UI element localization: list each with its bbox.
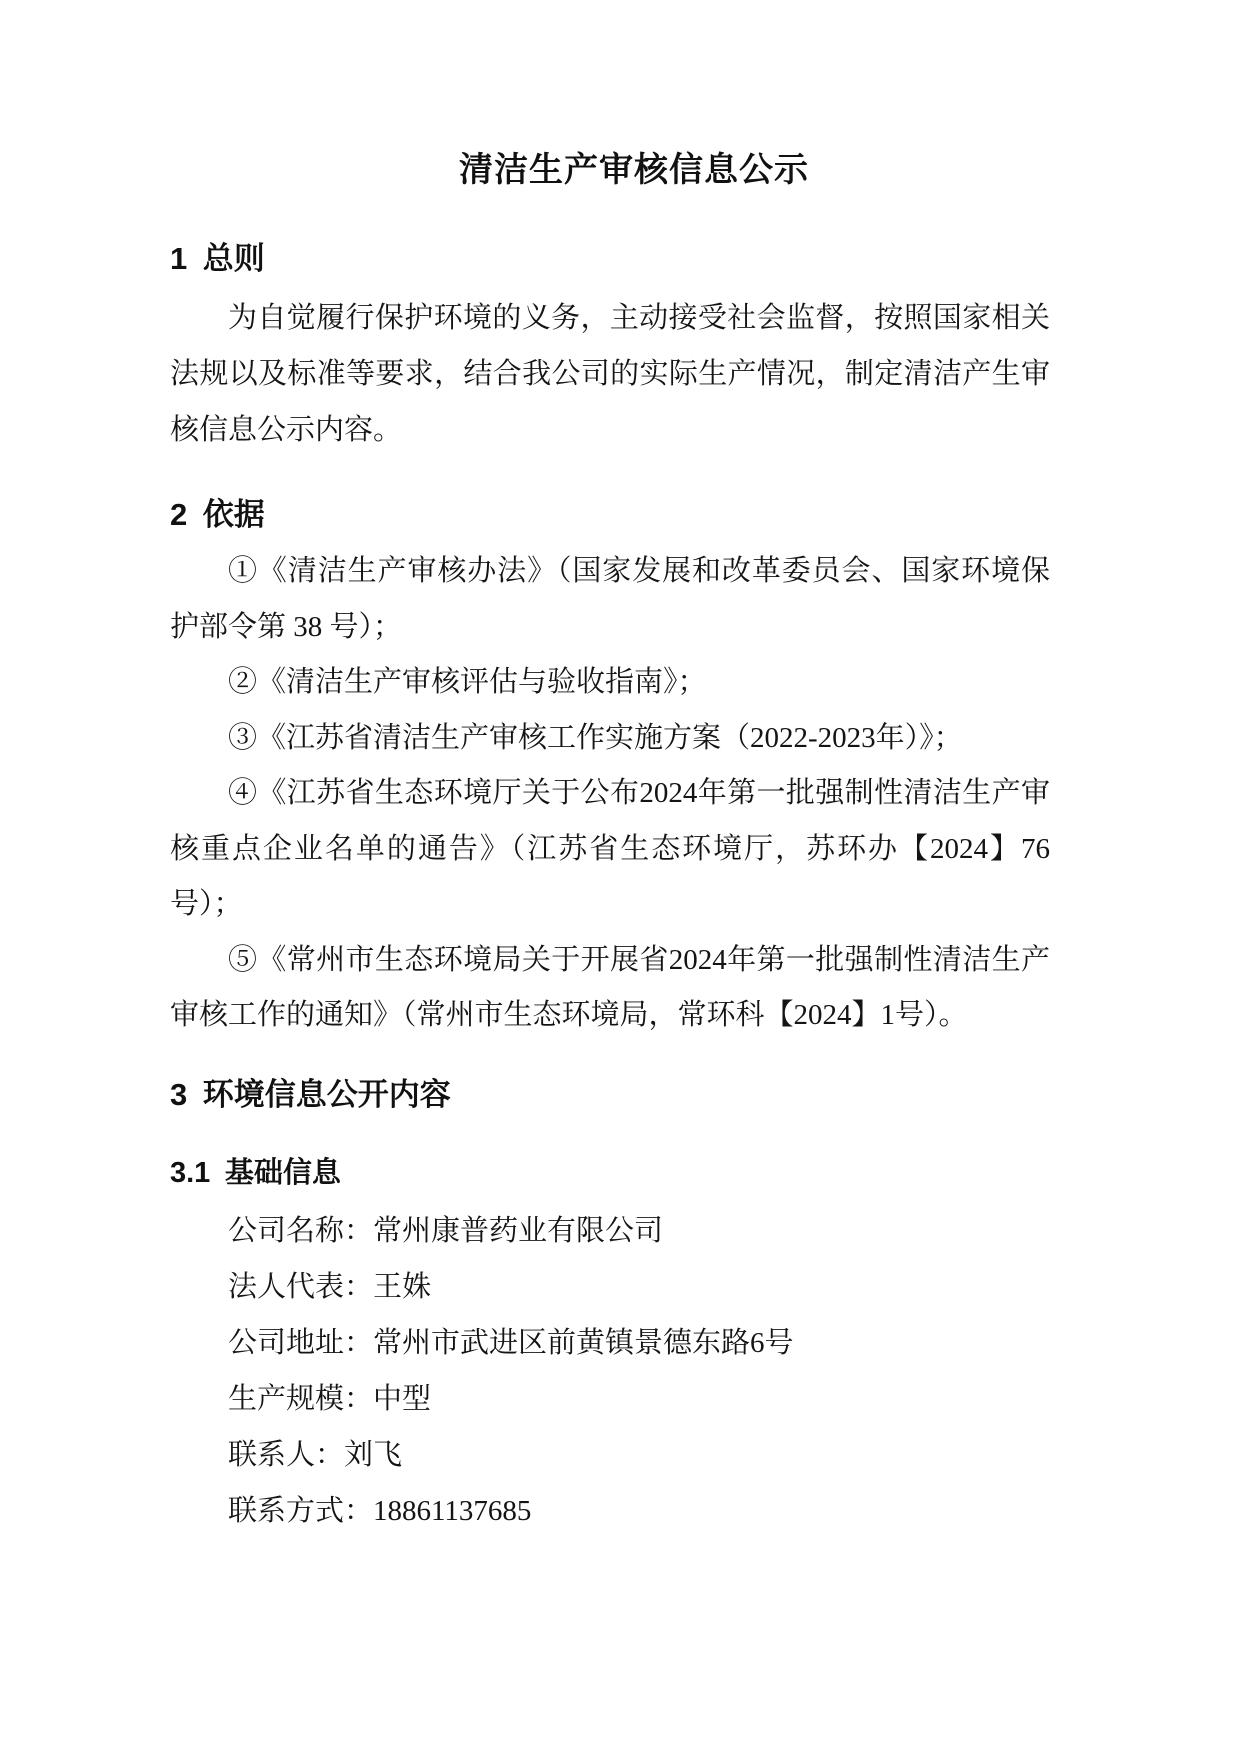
basis-item-1-line-2: 护部令第 38 号）； <box>170 610 403 643</box>
section-general-heading: 1 总则 <box>170 241 265 276</box>
basic-info-list <box>170 1203 1050 1539</box>
document-title: 清洁生产审核信息公示 <box>459 151 809 189</box>
section-basis-heading: 2 依据 <box>170 497 265 532</box>
basis-item-3-line-1: ③《江苏省清洁生产审核工作实施方案（2022-2023年）》； <box>228 721 963 754</box>
basis-item-5-line-1: ⑤《常州市生态环境局关于开展省2024年第一批强制性清洁生产 <box>228 943 1050 976</box>
general-paragraph-line-1: 为自觉履行保护环境的义务，主动接受社会监督，按照国家相关 <box>228 302 1050 334</box>
subsection-basic-info-heading: 3.1 基础信息 <box>170 1156 341 1189</box>
basis-item-1-line-1: ①《清洁生产审核办法》（国家发展和改革委员会、国家环境保 <box>228 555 1050 587</box>
basic-info-company-name: 公司名称：常州康普药业有限公司 <box>228 1214 664 1247</box>
basic-info-address: 公司地址：常州市武进区前黄镇景德东路6号 <box>228 1326 794 1359</box>
basis-item-5-line-2: 审核工作的通知》（常州市生态环境局，常环科【2024】1号）。 <box>170 999 968 1031</box>
section-disclosure-heading: 3 环境信息公开内容 <box>170 1076 451 1112</box>
basis-item-2-line-1: ②《清洁生产审核评估与验收指南》； <box>228 666 707 698</box>
basic-info-scale: 生产规模：中型 <box>228 1382 432 1415</box>
basic-info-phone: 联系方式：18861137685 <box>228 1494 532 1527</box>
basic-info-legal-rep: 法人代表：王姝 <box>228 1270 432 1303</box>
basic-info-contact: 联系人：刘飞 <box>228 1438 403 1471</box>
basis-item-4-line-1: ④《江苏省生态环境厅关于公布2024年第一批强制性清洁生产审 <box>228 777 1050 809</box>
basis-item-4-line-2: 核重点企业名单的通告》（江苏省生态环境厅，苏环办【2024】76 <box>170 832 1050 865</box>
basis-item-4-line-3: 号）； <box>170 888 243 920</box>
general-paragraph-line-2: 法规以及标准等要求，结合我公司的实际生产情况，制定清洁产生审 <box>170 358 1050 390</box>
basis-list <box>170 544 1050 1044</box>
general-paragraph <box>170 290 1050 458</box>
general-paragraph-line-3: 核信息公示内容。 <box>170 414 403 446</box>
